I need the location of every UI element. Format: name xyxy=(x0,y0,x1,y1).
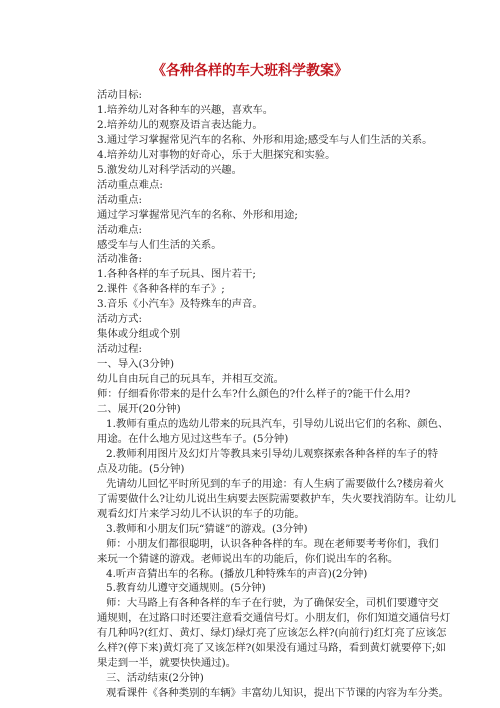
text-line: 么样?(停下来)黄灯亮了又该怎样?(如果没有通过马路，看到黄灯就要停下;如 xyxy=(97,642,446,655)
text-line: 二、展开(20分钟) xyxy=(97,403,181,416)
text-line: 一、导入(3分钟) xyxy=(97,358,175,371)
text-line: 师：小朋友们都很聪明，认识各种各样的车。现在老师要考考你们，我们 xyxy=(106,537,439,550)
text-line: 4.听声音猜出车的名称。(播放几种特殊车的声音)(2分钟) xyxy=(106,567,368,580)
text-line: 点及功能。(5分钟) xyxy=(97,462,185,475)
text-line: 2.教师利用图片及幻灯片等教具来引导幼儿观察探索各种各样的车子的特 xyxy=(106,447,439,460)
text-line: 活动过程: xyxy=(97,343,143,356)
text-line: 5.教育幼儿遵守交通规则。(5分钟) xyxy=(106,582,266,595)
text-line: 集体或分组或个别 xyxy=(97,328,181,341)
text-line: 果走到一半，就要快快通过)。 xyxy=(97,657,237,670)
text-line: 活动目标: xyxy=(97,89,143,101)
text-line: 先请幼儿回忆平时所见到的车子的用途：有人生病了需要做什么?楼房着火 xyxy=(106,477,445,490)
text-line: 活动难点: xyxy=(97,223,143,236)
text-line: 2.课件《各种各样的车子》; xyxy=(97,283,225,296)
text-line: 有几种吗?(红灯、黄灯、绿灯)绿灯亮了应该怎么样?(向前行)红灯亮了应该怎 xyxy=(97,627,447,640)
text-line: 1.培养幼儿对各种车的兴趣，喜欢车。 xyxy=(97,103,274,116)
text-line: 3.教师和小朋友们玩“猜谜”的游戏。(3分钟) xyxy=(106,522,308,535)
text-line: 用途。在什么地方见过这些车子。(5分钟) xyxy=(97,432,289,445)
text-line: 1.教师有重点的选幼儿带来的玩具汽车，引导幼儿说出它们的名称、颜色、 xyxy=(106,417,449,430)
text-line: 师：大马路上有各种各样的车子在行驶，为了确保安全，司机们要遵守交 xyxy=(106,597,439,610)
text-line: 活动方式: xyxy=(97,313,143,326)
text-line: 通过学习掌握常见汽车的名称、外形和用途; xyxy=(97,208,298,221)
document-title: 《各种各样的车大班科学教案》 xyxy=(152,63,348,79)
text-line: 感受车与人们生活的关系。 xyxy=(97,238,222,251)
text-line: 了需要做什么?让幼儿说出生病要去医院需要救护车，失火要找消防车。让幼儿 xyxy=(97,492,456,505)
document-body xyxy=(97,88,456,701)
text-line: 幼儿自由玩自己的玩具车，并相互交流。 xyxy=(97,373,285,386)
text-line: 活动准备: xyxy=(97,253,143,266)
text-line: 1.各种各样的车子玩具、图片若干; xyxy=(97,268,256,281)
text-line: 通规则，在过路口时还要注意看交通信号灯。小朋友们，你们知道交通信号灯 xyxy=(97,612,451,625)
text-line: 活动重点: xyxy=(97,193,143,206)
text-line: 观看幻灯片来学习幼儿不认识的车子的功能。 xyxy=(97,507,305,520)
text-line: 活动重点难点: xyxy=(97,178,163,191)
text-line: 来玩一个猜谜的游戏。老师说出车的功能后，你们说出车的名称。 xyxy=(97,552,399,565)
text-line: 三、活动结束(2分钟) xyxy=(106,672,204,685)
text-line: 4.培养幼儿对事物的好奇心，乐于大胆探究和实验。 xyxy=(97,148,336,161)
text-line: 2.培养幼儿的观察及语言表达能力。 xyxy=(97,118,263,131)
text-line: 3.音乐《小汽车》及特殊车的声音。 xyxy=(97,298,263,311)
text-line: 3.通过学习掌握常见汽车的名称、外形和用途;感受车与人们生活的关系。 xyxy=(97,133,433,146)
text-line: 师：仔细看你带来的是什么车?什么颜色的?什么样子的?能干什么用? xyxy=(97,388,411,401)
text-line: 5.激发幼儿对科学活动的兴趣。 xyxy=(97,163,242,176)
text-line: 观看课件《各种类别的车辆》丰富幼儿知识，提出下节课的内容为车分类。 xyxy=(106,687,449,700)
